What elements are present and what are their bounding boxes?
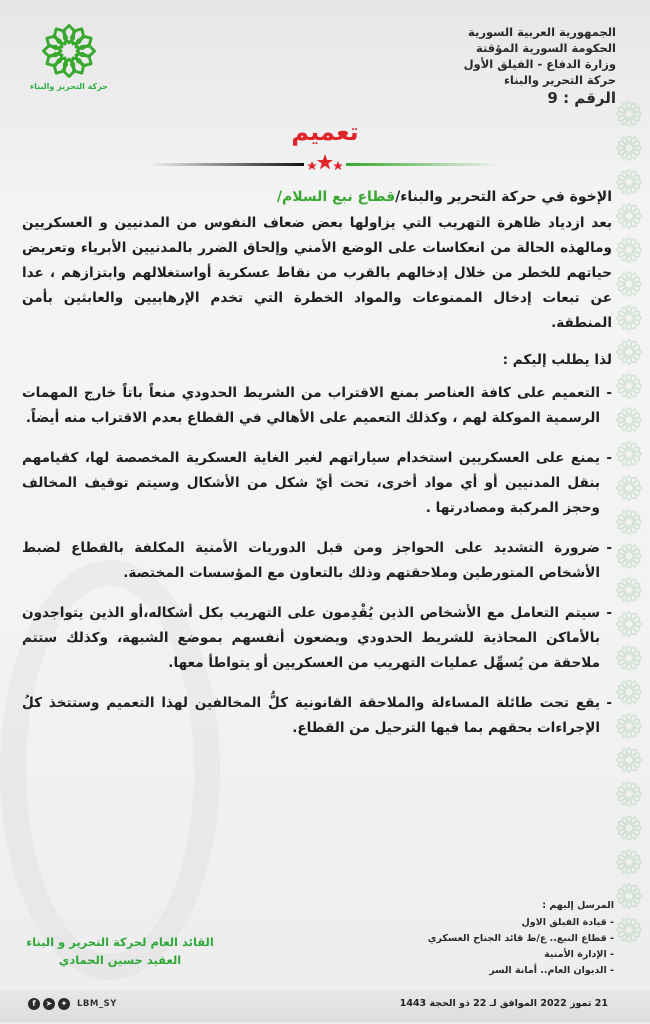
greeting-line [22,185,612,210]
signature-block [20,933,220,969]
flag-divider [150,152,500,172]
rosette-watermark-icon [615,678,643,706]
rosette-watermark-icon [615,576,643,604]
recipient-item: - الإدارة الأمنية [544,949,614,960]
rosette-watermark-icon [615,406,643,434]
rosette-watermark-icon [615,304,643,332]
organization-logo [30,22,108,91]
rosette-watermark-icon [615,440,643,468]
rosette-watermark-icon [615,202,643,230]
issue-date: 21 تموز 2022 الموافق لـ 22 ذو الحجة 1443 [399,998,608,1009]
star-icon [307,161,317,170]
rosette-watermark-icon [615,508,643,536]
rosette-watermark-icon [615,236,643,264]
letterhead-line: الحكومة السورية المؤقتة [475,41,616,55]
star-icon [317,154,333,169]
rosette-watermark-icon [615,780,643,808]
footer-bar [0,990,650,1022]
recipients-block [400,898,614,979]
directive-item: - سيتم التعامل مع الأشخاص الذين يُقْدِمون على التهريب بكل أشكاله،أو الذين يتواجدون بالأماكن المحاذية للشريط الحدودي ويضعون أنفسهم بموضع الشبهة، وكذلك ستتم ملاحقة من يُسهِّل عمليات التهريب من العسكريين أو يتواطأ معها. [22,605,612,671]
rosette-watermark-icon [615,372,643,400]
directive-item: - التعميم على كافة العناصر بمنع الاقتراب من الشريط الحدودي منعاً باتاً خارج المهمات الرسمية الموكلة لهم ، وكذلك التعميم على الأهالي في القطاع بعدم الاقتراب منه أيضاً. [22,385,612,426]
recipient-item: - الديوان العام.. أمانة السر [489,965,614,976]
request-line: لذا يطلب إليكم : [502,352,612,368]
directive-text: يقع تحت طائلة المساءلة والملاحقة القانونية كلُّ المخالفين لهذا التعميم وستتخذ كلُ الإجراءات بحقهم بما فيها الترحيل من القطاع. [22,695,600,736]
directive-text: يمنع على العسكريين استخدام سياراتهم لغير الغاية العسكرية المخصصة لها، كقيامهم بنقل المدنيين أو أي مواد أخرى، تحت أيّ شكل من الأشكال وسيتم توقيف المخالف وحجز المركبة ومصادرتها . [22,450,600,516]
black-stripe [150,163,304,166]
logo-text: حركة التحرير والبناء [30,82,108,91]
rosette-watermark-icon [615,848,643,876]
directive-item: - يقع تحت طائلة المساءلة والملاحقة القانونية كلُّ المخالفين لهذا التعميم وستتخذ كلُ الإجراءات بحقهم بما فيها الترحيل من القطاع. [22,695,612,736]
letterhead-line: حركة التحرير والبناء [504,73,616,87]
facebook-icon[interactable]: f [28,998,40,1010]
circular-body [22,185,612,756]
directive-text: ضرورة التشديد على الحواجز ومن قبل الدوريات الأمنية المكلفة بالقطاع لضبط الأشخاص المتورطين وملاحقتهم وذلك بالتعاون مع المؤسسات المختصة. [22,540,600,581]
twitter-icon[interactable]: ✦ [58,998,70,1010]
rosette-watermark-icon [615,712,643,740]
letterhead-line: الجمهورية العربية السورية [468,25,616,39]
telegram-icon[interactable]: ➤ [43,998,55,1010]
rosette-watermark-icon [615,644,643,672]
recipient-item: - قيادة الفيلق الاول [521,917,614,928]
rosette-watermark-icon [615,882,643,910]
rosette-watermark-icon [615,610,643,638]
document-title: تعميم [291,118,359,146]
recipients-title: المرسل إليهم : [542,900,614,911]
rosette-watermark-strip [612,100,646,980]
social-links [28,998,117,1010]
rosette-watermark-icon [615,270,643,298]
greeting-prefix: الإخوة في حركة التحرير والبناء/ [395,189,612,205]
directive-text: سيتم التعامل مع الأشخاص الذين يُقْدِمون على التهريب بكل أشكاله،أو الذين يتواجدون بالأماكن المحاذية للشريط الحدودي ويضعون أنفسهم بموضع الشبهة، وكذلك ستتم ملاحقة من يُسهِّل عمليات التهريب من العسكريين أو يتواطأ معها. [22,605,600,671]
star-icon [333,161,343,170]
rosette-watermark-icon [615,746,643,774]
reference-number: الرقم : 9 [547,89,616,107]
letterhead [400,24,616,106]
directive-item: - ضرورة التشديد على الحواجز ومن قبل الدوريات الأمنية المكلفة بالقطاع لضبط الأشخاص المتورطين وملاحقتهم وذلك بالتعاون مع المؤسسات المختصة. [22,540,612,581]
rosette-watermark-icon [615,814,643,842]
geometric-rosette-icon [40,22,98,80]
directive-item: - يمنع على العسكريين استخدام سياراتهم لغير الغاية العسكرية المخصصة لها، كقيامهم بنقل المدنيين أو أي مواد أخرى، تحت أيّ شكل من الأشكال وسيتم توقيف المخالف وحجز المركبة ومصادرتها . [22,450,612,516]
rosette-watermark-icon [615,542,643,570]
rosette-watermark-icon [615,338,643,366]
intro-paragraph: بعد ازدياد ظاهرة التهريب التي يزاولها بعض ضعاف النفوس من المدنيين و العسكريين ومالهذه الحالة من انعكاسات على الوضع الأمني وإلحاق الضرر بالمدنيين الأبرياء وتعريض حياتهم للخطر من خلال إدخالهم بالقرب من نقاط عسكرية أواستغلالهم وابتزازهم ، عدا عن تبعات إدخال الممنوعات والمواد الخطرة التي تخدم الإرهابيين والعابثين بأمن المنطقة. [22,215,612,331]
social-handle[interactable]: LBM_SY [77,999,117,1009]
green-stripe [346,163,500,166]
directive-text: التعميم على كافة العناصر بمنع الاقتراب من الشريط الحدودي منعاً باتاً خارج المهمات الرسمية الموكلة لهم ، وكذلك التعميم على الأهالي في القطاع بعدم الاقتراب منه أيضاً. [22,385,600,426]
letterhead-line: وزارة الدفاع - الفيلق الأول [463,57,616,71]
rosette-watermark-icon [615,168,643,196]
signatory-role: القائد العام لحركة التحرير و البناء [26,935,214,949]
rosette-watermark-icon [615,474,643,502]
rosette-watermark-icon [615,916,643,944]
greeting-sector: قطاع نبع السلام/ [276,189,396,205]
signatory-name: العقيد حسين الحمادي [58,953,182,967]
recipient-item: - قطاع النبع.. ع/ط قائد الجناح العسكري [427,933,614,944]
